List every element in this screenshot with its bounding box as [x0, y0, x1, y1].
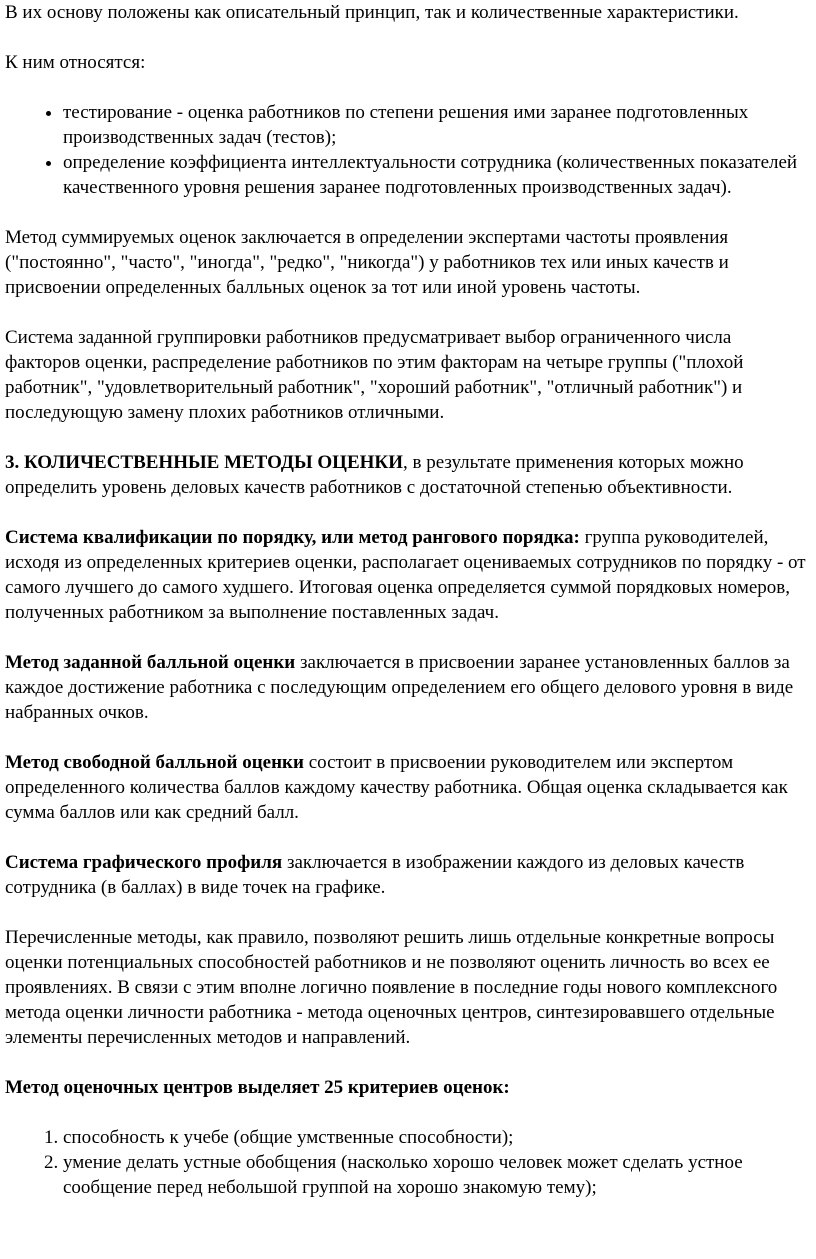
free-score-heading: Метод свободной балльной оценки — [5, 752, 304, 773]
section-3-heading: 3. КОЛИЧЕСТВЕННЫЕ МЕТОДЫ ОЦЕНКИ — [5, 452, 403, 473]
spacer — [5, 425, 811, 450]
graph-profile-heading: Система графического профиля — [5, 852, 283, 873]
spacer — [5, 900, 811, 925]
graph-profile-text: заключается в изображении каждого из деловых качеств сотрудника (в баллах) в виде точек на графике. — [5, 852, 745, 898]
spacer — [5, 625, 811, 650]
bullet-list — [5, 100, 811, 200]
criteria-item: 2. умение делать устные обобщения (насколько хорошо человек может сделать устное сообщение перед небольшой группой на хорошо знакомую тему); — [63, 1150, 811, 1200]
paragraph-free-score — [5, 750, 811, 825]
spacer — [5, 300, 811, 325]
bullet-item: • определение коэффициента интеллектуальности сотрудника (количественных показателей качественного уровня решения заранее подготовленных производственных задач). — [63, 150, 811, 200]
section-3-text: , в результате применения которых можно определить уровень деловых качеств работников с достаточной степенью объективности. — [5, 452, 744, 498]
spacer — [5, 500, 811, 525]
bullet-item: • тестирование - оценка работников по степени решения ими заранее подготовленных производственных задач (тестов); — [63, 100, 811, 150]
paragraph-conclusion: Перечисленные методы, как правило, позволяют решить лишь отдельные конкретные вопросы оценки потенциальных способностей работников и не позволяют оценить личность во всех ее проявлениях. В связи с этим вполне логично появление в последние годы нового комплексного метода оценки личности работника - метода оценочных центров, синтезировавшего отдельные элементы перечисленных методов и направлений. — [5, 927, 778, 1048]
ranking-heading: Система квалификации по порядку, или метод рангового порядка: — [5, 527, 580, 548]
criteria-item: 1. способность к учебе (общие умственные способности); — [63, 1125, 811, 1150]
criteria-list — [5, 1125, 811, 1200]
paragraph-summed-scores: Метод суммируемых оценок заключается в определении экспертами частоты проявления ("постоянно", "часто", "иногда", "редко", "никогда") у работников тех или иных качеств и присвоении определенных балльных оценок за тот или иной уровень частоты. — [5, 227, 729, 298]
paragraph-criteria-title — [5, 1075, 811, 1100]
spacer — [5, 1100, 811, 1125]
paragraph-graph-profile — [5, 850, 811, 900]
spacer — [5, 200, 811, 225]
paragraph-ranking — [5, 525, 811, 625]
criteria-heading: Метод оценочных центров выделяет 25 критериев оценок: — [5, 1077, 510, 1098]
spacer — [5, 1050, 811, 1075]
fixed-score-text: заключается в присвоении заранее установленных баллов за каждое достижение работника с последующим определением его общего делового уровня в виде набранных очков. — [5, 652, 794, 723]
spacer — [5, 25, 811, 50]
ranking-text: группа руководителей, исходя из определенных критериев оценки, располагает оцениваемых сотрудников по порядку - от самого лучшего до самого худшего. Итоговая оценка определяется суммой порядковых номеров, полученных работником за выполнение поставленных задач. — [5, 527, 806, 623]
spacer — [5, 825, 811, 850]
intro-line-1: В их основу положены как описательный принцип, так и количественные характеристики. — [5, 2, 739, 23]
paragraph-grouping: Система заданной группировки работников предусматривает выбор ограниченного числа факторов оценки, распределение работников по этим факторам на четыре группы ("плохой работник", "удовлетворительный работник", "хороший работник", "отличный работник") и последующую замену плохих работников отличными. — [5, 327, 744, 423]
free-score-text: состоит в присвоении руководителем или экспертом определенного количества баллов каждому качеству работника. Общая оценка складывается как сумма баллов или как средний балл. — [5, 752, 788, 823]
spacer — [5, 725, 811, 750]
intro-line-2: К ним относятся: — [5, 52, 146, 73]
spacer — [5, 75, 811, 100]
paragraph-section-3 — [5, 450, 811, 500]
paragraph-fixed-score — [5, 650, 811, 725]
fixed-score-heading: Метод заданной балльной оценки — [5, 652, 296, 673]
